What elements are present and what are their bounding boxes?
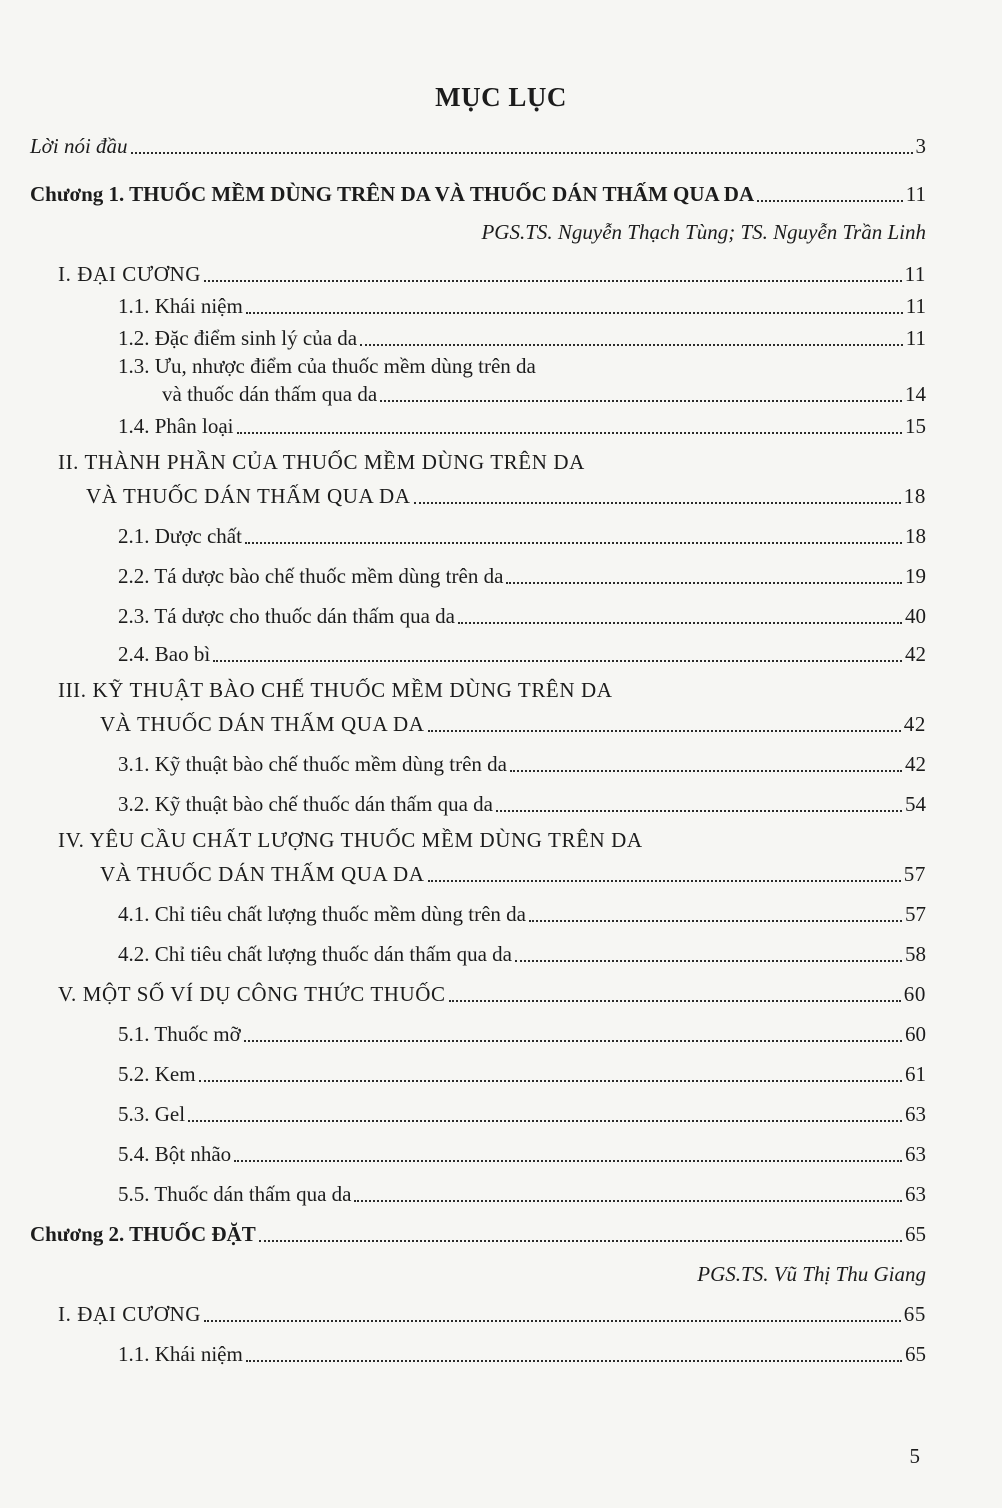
toc-entry-4-1 (118, 896, 926, 926)
toc-entry-2-1 (118, 518, 926, 548)
toc-label: 4.2. Chỉ tiêu chất lượng thuốc dán thấm qua da (118, 942, 512, 966)
toc-page-number: 57 (905, 902, 926, 926)
dot-leader (246, 1360, 902, 1362)
toc-label: 5.4. Bột nhão (118, 1142, 232, 1166)
dot-leader (428, 880, 901, 882)
toc-entry-section-4-line1: IV. YÊU CẦU CHẤT LƯỢNG THUỐC MỀM DÙNG TRÊN DA (58, 828, 643, 852)
toc-entry-section-5 (58, 976, 926, 1006)
toc-label: 5.1. Thuốc mỡ (118, 1022, 241, 1046)
toc-entry-3-1 (118, 746, 926, 776)
dot-leader (246, 312, 903, 314)
toc-page-number: 63 (905, 1142, 926, 1166)
toc-page-number: 14 (905, 382, 926, 406)
page-number: 5 (909, 1444, 920, 1468)
toc-entry-1-1 (118, 288, 926, 318)
toc-entry-5-1 (118, 1016, 926, 1046)
dot-leader (529, 920, 902, 922)
toc-label: VÀ THUỐC DÁN THẤM QUA DA (86, 484, 411, 508)
toc-page-number: 11 (905, 294, 926, 318)
toc-entry-section-2-line1: II. THÀNH PHẦN CỦA THUỐC MỀM DÙNG TRÊN DA (58, 450, 585, 474)
toc-label: Chương 2. THUỐC ĐẶT (30, 1222, 256, 1246)
toc-entry-section-4 (100, 856, 926, 886)
toc-label: 4.1. Chỉ tiêu chất lượng thuốc mềm dùng trên da (118, 902, 526, 926)
toc-label: 3.1. Kỹ thuật bào chế thuốc mềm dùng trên da (118, 752, 507, 776)
dot-leader (244, 1040, 902, 1042)
toc-entry-2-2 (118, 558, 926, 588)
toc-label: 2.1. Dược chất (118, 524, 242, 548)
toc-entry-section-1 (58, 256, 926, 286)
toc-page-number: 19 (905, 564, 926, 588)
chapter-1-authors: PGS.TS. Nguyễn Thạch Tùng; TS. Nguyễn Trần Linh (481, 220, 926, 244)
toc-entry-5-3 (118, 1096, 926, 1126)
toc-page-number: 60 (905, 1022, 926, 1046)
toc-entry-ch2-section-1 (58, 1296, 926, 1326)
toc-entry-1-3-line1: 1.3. Ưu, nhược điểm của thuốc mềm dùng trên da (118, 354, 536, 378)
toc-entry-4-2 (118, 936, 926, 966)
toc-label: Lời nói đầu (30, 134, 128, 158)
toc-page-number: 11 (905, 326, 926, 350)
toc-label: V. MỘT SỐ VÍ DỤ CÔNG THỨC THUỐC (58, 982, 446, 1006)
toc-label: 1.1. Khái niệm (118, 294, 243, 318)
toc-page-number: 18 (903, 484, 926, 508)
toc-label: 2.2. Tá dược bào chế thuốc mềm dùng trên da (118, 564, 504, 588)
dot-leader (428, 730, 901, 732)
toc-entry-section-2 (86, 478, 926, 508)
toc-entry-ch2-1-1 (118, 1336, 926, 1366)
dot-leader (414, 502, 901, 504)
toc-page-number: 42 (903, 712, 926, 736)
toc-entry-section-3-line1: III. KỸ THUẬT BÀO CHẾ THUỐC MỀM DÙNG TRÊN DA (58, 678, 613, 702)
toc-page-number: 3 (915, 134, 926, 158)
dot-leader (496, 810, 902, 812)
toc-label: và thuốc dán thấm qua da (162, 382, 378, 406)
toc-page-number: 61 (905, 1062, 926, 1086)
chapter-2-authors: PGS.TS. Vũ Thị Thu Giang (697, 1262, 926, 1286)
toc-page-number: 42 (905, 642, 926, 666)
dot-leader (354, 1200, 902, 1202)
toc-label: 5.5. Thuốc dán thấm qua da (118, 1182, 352, 1206)
toc-page-number: 11 (905, 182, 926, 206)
toc-page-number: 18 (905, 524, 926, 548)
dot-leader (131, 152, 913, 154)
toc-entry-1-4 (118, 408, 926, 438)
toc-entry-2-3 (118, 598, 926, 628)
dot-leader (510, 770, 902, 772)
dot-leader (213, 660, 902, 662)
dot-leader (237, 432, 903, 434)
dot-leader (515, 960, 902, 962)
toc-page-number: 15 (905, 414, 926, 438)
toc-label: 1.4. Phân loại (118, 414, 234, 438)
toc-label: VÀ THUỐC DÁN THẤM QUA DA (100, 712, 425, 736)
toc-entry-5-2 (118, 1056, 926, 1086)
toc-page-number: 58 (905, 942, 926, 966)
toc-label: 3.2. Kỹ thuật bào chế thuốc dán thấm qua da (118, 792, 493, 816)
dot-leader (204, 1320, 901, 1322)
dot-leader (449, 1000, 901, 1002)
toc-label: 2.4. Bao bì (118, 642, 211, 666)
toc-entry-1-2 (118, 320, 926, 350)
toc-label: 2.3. Tá dược cho thuốc dán thấm qua da (118, 604, 456, 628)
dot-leader (245, 542, 902, 544)
dot-leader (259, 1240, 902, 1242)
dot-leader (360, 344, 903, 346)
toc-page-number: 63 (905, 1102, 926, 1126)
dot-leader (506, 582, 902, 584)
toc-entry-chapter-1 (30, 176, 926, 206)
toc-entry-chapter-2 (30, 1216, 926, 1246)
toc-page-number: 63 (905, 1182, 926, 1206)
toc-entry-2-4 (118, 636, 926, 666)
toc-page-number: 54 (905, 792, 926, 816)
toc-entry-preface (30, 128, 926, 158)
dot-leader (234, 1160, 902, 1162)
dot-leader (757, 200, 903, 202)
toc-page-number: 11 (904, 262, 926, 286)
toc-page-number: 42 (905, 752, 926, 776)
toc-page-number: 57 (903, 862, 926, 886)
toc-entry-5-5 (118, 1176, 926, 1206)
toc-entry-section-3 (100, 706, 926, 736)
toc-page-number: 60 (903, 982, 926, 1006)
dot-leader (188, 1120, 902, 1122)
toc-entry-1-3 (162, 376, 926, 406)
toc-label: I. ĐẠI CƯƠNG (58, 262, 202, 286)
toc-label: 5.3. Gel (118, 1102, 186, 1126)
dot-leader (380, 400, 902, 402)
toc-label: 1.2. Đặc điểm sinh lý của da (118, 326, 358, 350)
toc-entry-5-4 (118, 1136, 926, 1166)
toc-page-number: 40 (905, 604, 926, 628)
toc-page-number: 65 (905, 1342, 926, 1366)
dot-leader (458, 622, 902, 624)
toc-label: 5.2. Kem (118, 1062, 196, 1086)
dot-leader (199, 1080, 902, 1082)
toc-label: 1.1. Khái niệm (118, 1342, 243, 1366)
toc-page-number: 65 (905, 1222, 926, 1246)
toc-label: I. ĐẠI CƯƠNG (58, 1302, 202, 1326)
toc-label: Chương 1. THUỐC MỀM DÙNG TRÊN DA VÀ THUỐC DÁN THẤM QUA DA (30, 182, 755, 206)
toc-entry-3-2 (118, 786, 926, 816)
toc-label: VÀ THUỐC DÁN THẤM QUA DA (100, 862, 425, 886)
page-title: MỤC LỤC (435, 82, 567, 112)
toc-page-number: 65 (903, 1302, 926, 1326)
dot-leader (204, 280, 902, 282)
